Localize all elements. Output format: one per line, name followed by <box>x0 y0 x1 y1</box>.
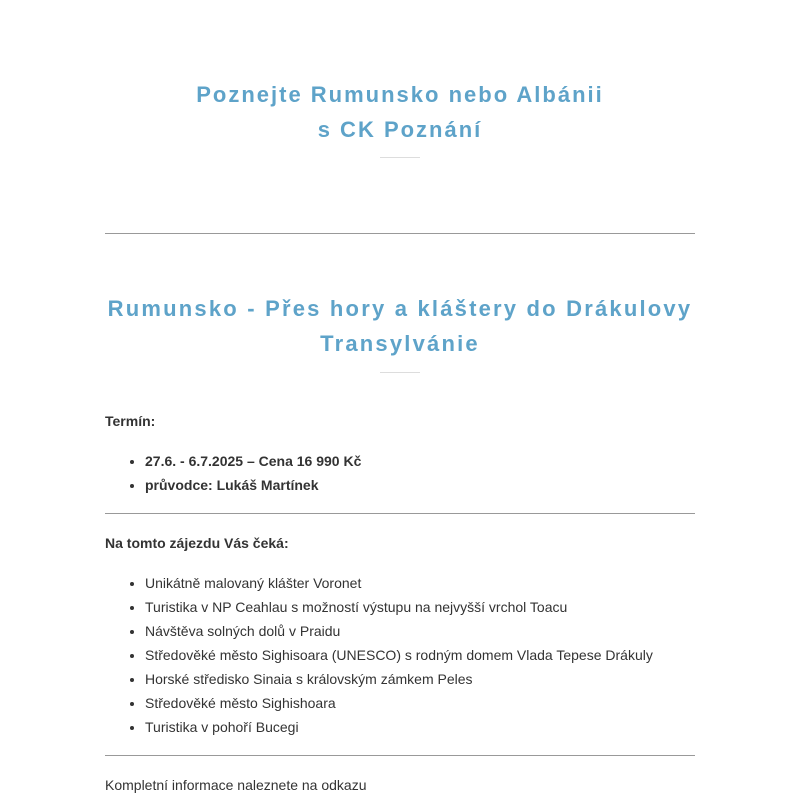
page-title-line-2: s CK Poznání <box>317 117 483 142</box>
section-divider <box>105 513 695 514</box>
offer-list <box>105 571 653 739</box>
list-item: • Turistika v NP Ceahlau s možností výstupu na nejvyšší vrchol Toacu <box>145 595 653 619</box>
term-date-price: • 27.6. - 6.7.2025 – Cena 16 990 Kč <box>145 449 361 473</box>
tour-title-line-1: Rumunsko - Přes hory a kláštery do Drákulovy <box>107 296 693 321</box>
list-item: • Středověké město Sighishoara <box>145 691 653 715</box>
tour-title-line-2: Transylvánie <box>320 331 480 356</box>
page-title-line-1: Poznejte Rumunsko nebo Albánii <box>196 82 604 107</box>
title-underline <box>380 157 420 158</box>
footer-info-text: Kompletní informace naleznete na odkazu <box>105 777 367 793</box>
section-divider <box>105 755 695 756</box>
tour-title-underline <box>380 372 420 373</box>
term-label: Termín: <box>105 413 156 429</box>
list-item: • Unikátně malovaný klášter Voronet <box>145 571 653 595</box>
offer-label: Na tomto zájezdu Vás čeká: <box>105 535 289 551</box>
term-list <box>105 449 361 497</box>
section-divider <box>105 233 695 234</box>
list-item: • Turistika v pohoří Bucegi <box>145 715 653 739</box>
list-item: • Horské středisko Sinaia s královským zámkem Peles <box>145 667 653 691</box>
tour-title <box>100 291 700 361</box>
list-item: • Středověké město Sighisoara (UNESCO) s rodným domem Vlada Tepese Drákuly <box>145 643 653 667</box>
list-item: • Návštěva solných dolů v Praidu <box>145 619 653 643</box>
term-guide: • průvodce: Lukáš Martínek <box>145 473 361 497</box>
page-title <box>100 77 700 147</box>
